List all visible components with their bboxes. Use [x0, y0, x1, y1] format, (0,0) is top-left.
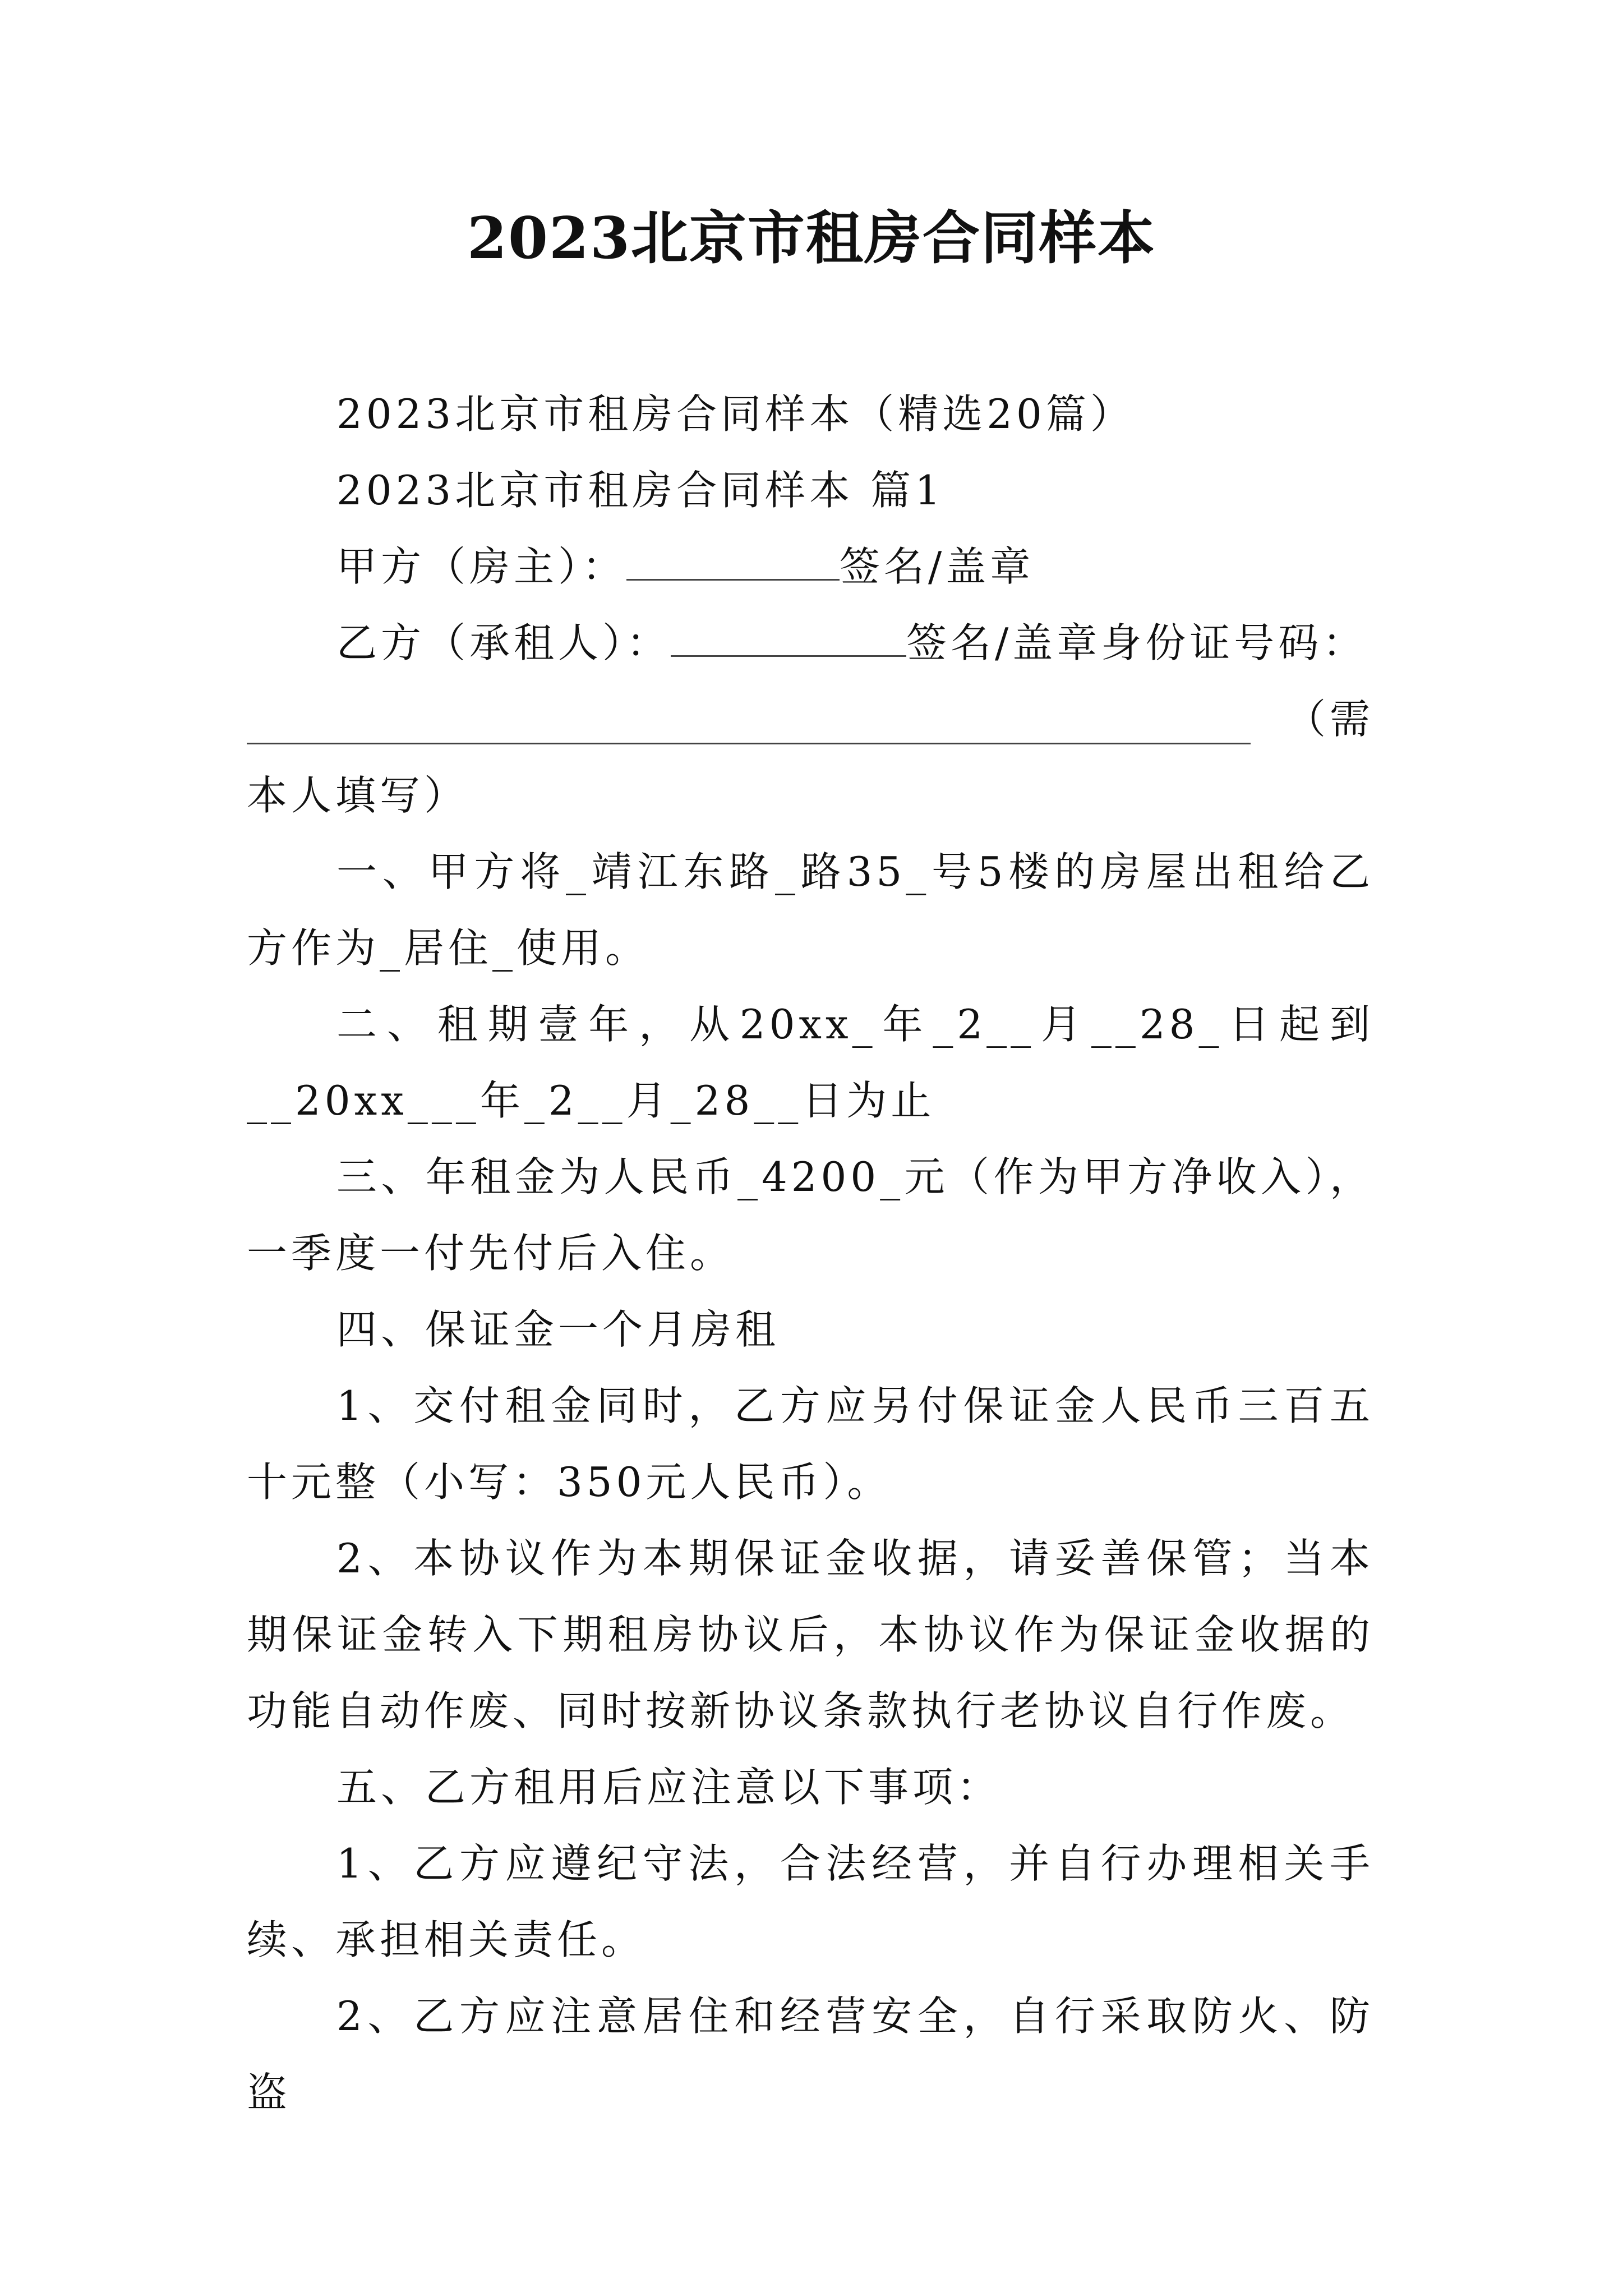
clause-5: 五、乙方租用后应注意以下事项： [336, 1764, 1002, 1811]
party-a-blank [626, 542, 840, 581]
id-number-blank [247, 743, 1251, 744]
intro-line: 2023北京市租房合同样本（精选20篇） [336, 390, 1135, 438]
clause-5-2: 2、乙方应注意居住和经营安全，自行采取防火、防盗 [247, 1993, 1374, 2116]
id-number-line [247, 681, 1374, 757]
article-heading: 2023北京市租房合同样本 篇1 [336, 467, 944, 514]
document-title: 2023北京市租房合同样本 [467, 205, 1156, 272]
clause-4-1: 1、交付租金同时，乙方应另付保证金人民币三百五十元整（小写：350元人民币）。 [247, 1382, 1374, 1506]
clause-4: 四、保证金一个月房租 [336, 1306, 780, 1353]
party-a-line [247, 528, 1374, 605]
party-a-label: 甲方（房主）： [336, 543, 627, 590]
clause-1: 一、甲方将_靖江东路_路35_号5楼的房屋出租给乙方作为_居住_使用。 [247, 848, 1374, 972]
party-b-sign: 签名/盖章身份证号码： [906, 619, 1367, 666]
clause-5-1: 1、乙方应遵纪守法，合法经营，并自行办理相关手续、承担相关责任。 [247, 1840, 1374, 1963]
document-body [247, 376, 1374, 2131]
clause-2: 二、租期壹年，从20xx_年_2__月__28_日起到__20xx___年_2__月_28__日为止 [247, 1001, 1374, 1124]
id-note-end: 本人填写） [247, 772, 469, 819]
clause-4-2: 2、本协议作为本期保证金收据，请妥善保管；当本期保证金转入下期租房协议后，本协议作为保证金收据的功能自动作废、同时按新协议条款执行老协议自行作废。 [247, 1535, 1374, 1734]
id-note-tail: （需 [1285, 696, 1374, 743]
party-b-label: 乙方（承租人）： [336, 619, 671, 666]
clause-3: 三、年租金为人民币_4200_元（作为甲方净收入），一季度一付先付后入住。 [247, 1153, 1374, 1277]
party-b-line [247, 605, 1374, 681]
party-b-blank [671, 618, 906, 657]
party-a-sign: 签名/盖章 [840, 543, 1035, 590]
